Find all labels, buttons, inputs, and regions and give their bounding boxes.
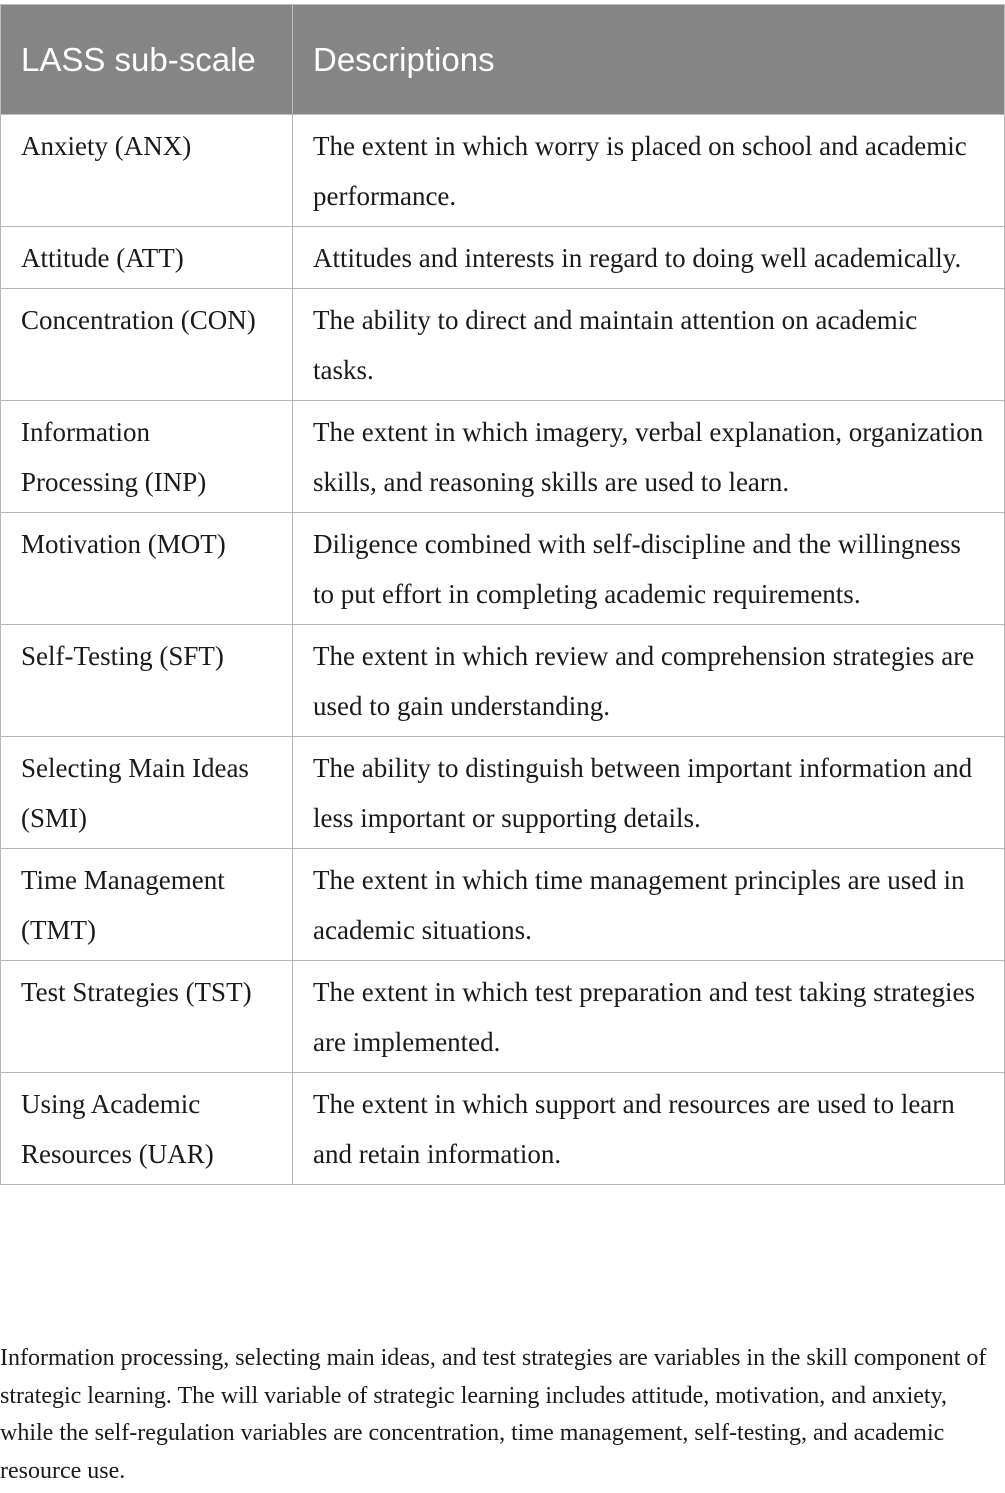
lass-subscale-table [0, 4, 1005, 1185]
table-header-row [1, 5, 1005, 115]
table-row [1, 849, 1005, 961]
subscale-cell: Using Academic Resources (UAR) [1, 1073, 293, 1185]
table-row [1, 227, 1005, 289]
subscale-cell: Anxiety (ANX) [1, 115, 293, 227]
description-cell: The extent in which review and comprehension strategies are used to gain understanding. [293, 625, 1005, 737]
subscale-cell: Test Strategies (TST) [1, 961, 293, 1073]
subscale-cell: Time Management (TMT) [1, 849, 293, 961]
footnote-paragraph: Information processing, selecting main ideas, and test strategies are variables in the skill component of strategic learning. The will variable of strategic learning includes attitude, motivation, and anxiety, while the self-regulation variables are concentration, time management, self-testing, and academic resource use. [0, 1345, 987, 1484]
subscale-cell: Self-Testing (SFT) [1, 625, 293, 737]
table-row [1, 115, 1005, 227]
description-cell: The extent in which worry is placed on school and academic performance. [293, 115, 1005, 227]
table-row [1, 961, 1005, 1073]
table-row [1, 513, 1005, 625]
subscale-cell: Information Processing (INP) [1, 401, 293, 513]
description-cell: The extent in which test preparation and test taking strategies are implemented. [293, 961, 1005, 1073]
description-cell: The extent in which time management principles are used in academic situations. [293, 849, 1005, 961]
table-row [1, 289, 1005, 401]
description-cell: The extent in which imagery, verbal explanation, organization skills, and reasoning skills are used to learn. [293, 401, 1005, 513]
table-row [1, 737, 1005, 849]
table-row [1, 1073, 1005, 1185]
header-subscale: LASS sub-scale [1, 5, 293, 115]
description-cell: The ability to distinguish between important information and less important or supporting details. [293, 737, 1005, 849]
description-cell: The extent in which support and resources are used to learn and retain information. [293, 1073, 1005, 1185]
lass-table-container [0, 4, 1004, 1185]
subscale-cell: Motivation (MOT) [1, 513, 293, 625]
table-row [1, 401, 1005, 513]
description-cell: Attitudes and interests in regard to doing well academically. [293, 227, 1005, 289]
subscale-cell: Concentration (CON) [1, 289, 293, 401]
description-cell: The ability to direct and maintain attention on academic tasks. [293, 289, 1005, 401]
subscale-cell: Selecting Main Ideas (SMI) [1, 737, 293, 849]
table-row [1, 625, 1005, 737]
header-descriptions: Descriptions [293, 5, 1005, 115]
subscale-cell: Attitude (ATT) [1, 227, 293, 289]
description-cell: Diligence combined with self-discipline and the willingness to put effort in completing academic requirements. [293, 513, 1005, 625]
